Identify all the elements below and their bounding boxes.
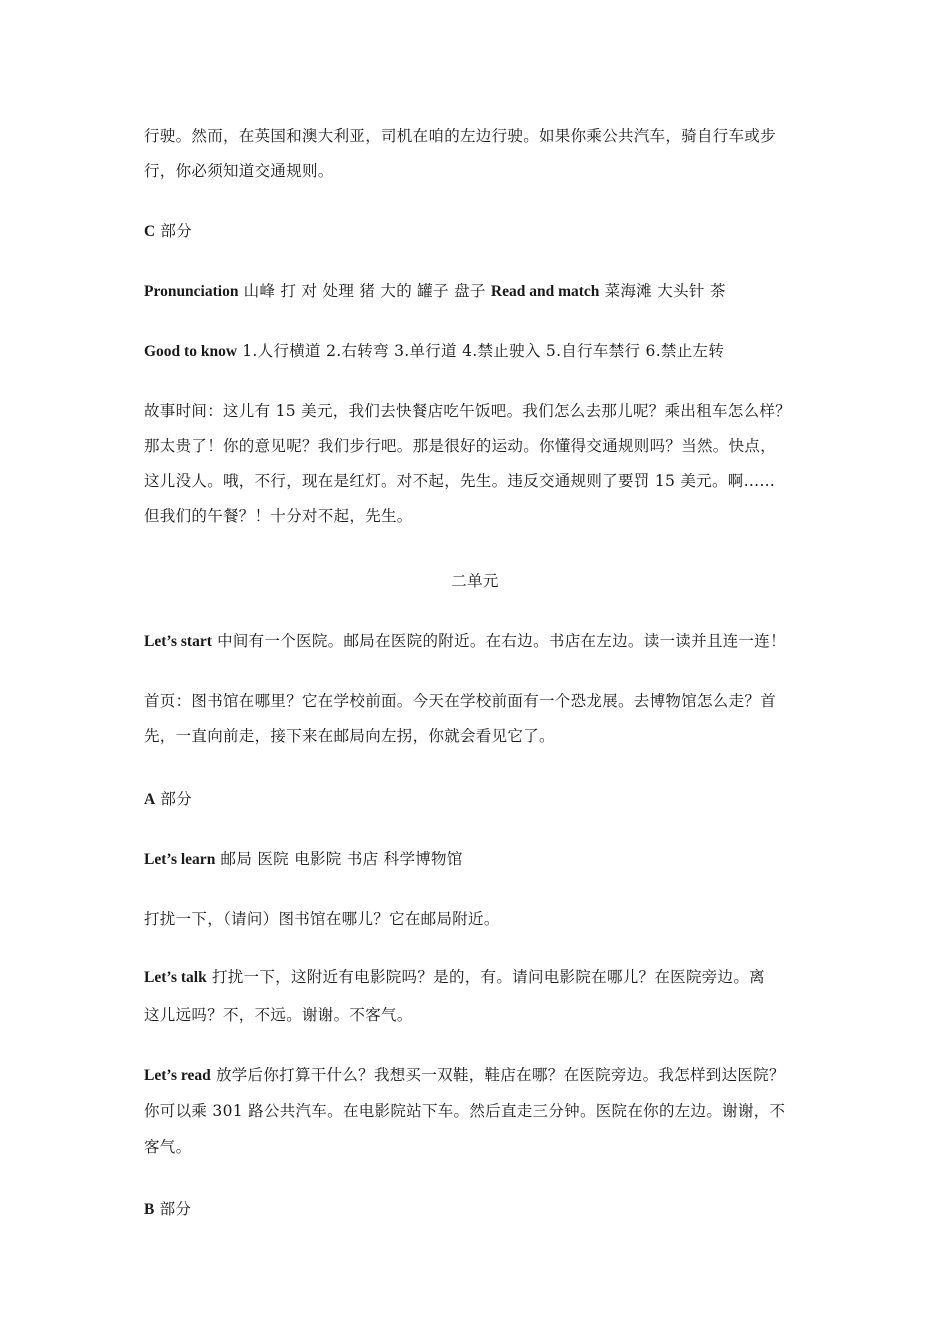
text-line bbox=[144, 126, 776, 146]
line-text: 行，你必须知道交通规则。 bbox=[144, 162, 334, 180]
line-text: 中间有一个医院。邮局在医院的附近。在右边。书店在左边。读一读并且连一连！ bbox=[211, 632, 786, 650]
line-text: 部分 bbox=[155, 790, 193, 808]
text-line bbox=[144, 436, 776, 456]
text-line bbox=[144, 789, 192, 810]
text-line bbox=[144, 341, 724, 362]
bold-label: Let’s start bbox=[144, 633, 212, 650]
text-line bbox=[144, 401, 791, 421]
text-line bbox=[144, 1005, 413, 1025]
text-line bbox=[144, 691, 776, 711]
line-text: 这儿没人。哦，不行，现在是红灯。对不起，先生。违反交通规则了要罚 15 美元。啊…… bbox=[144, 472, 776, 490]
line-text: 打扰一下，这附近有电影院吗？是的，有。请问电影院在哪儿？在医院旁边。离 bbox=[206, 968, 765, 986]
line-text: 故事时间：这儿有 15 美元，我们去快餐店吃午饭吧。我们怎么去那儿呢？乘出租车怎么样？ bbox=[144, 402, 791, 420]
text-line bbox=[144, 849, 463, 870]
text-line bbox=[144, 726, 555, 746]
line-text: 1.人行横道 2.右转弯 3.单行道 4.禁止驶入 5.自行车禁行 6.禁止左转 bbox=[237, 342, 725, 360]
text-line bbox=[144, 281, 726, 302]
line-text: 放学后你打算干什么？我想买一双鞋，鞋店在哪？在医院旁边。我怎样到达医院？ bbox=[210, 1066, 785, 1084]
line-text: 但我们的午餐？！十分对不起，先生。 bbox=[144, 507, 413, 525]
text-line bbox=[144, 1101, 785, 1121]
text-line bbox=[144, 909, 500, 929]
line-text: 部分 bbox=[154, 1200, 192, 1218]
text-line bbox=[144, 1065, 785, 1086]
bold-label: Let’s talk bbox=[144, 969, 207, 986]
line-text: 菜海滩 大头针 茶 bbox=[599, 282, 726, 300]
line-text: 邮局 医院 电影院 书店 科学博物馆 bbox=[215, 850, 463, 868]
line-text: 山峰 打 对 处理 猪 大的 罐子 盘子 bbox=[238, 282, 491, 300]
text-line bbox=[144, 161, 334, 181]
line-text: 这儿远吗？不，不远。谢谢。不客气。 bbox=[144, 1006, 413, 1024]
line-text: 部分 bbox=[155, 222, 193, 240]
text-line bbox=[144, 471, 775, 491]
text-line bbox=[144, 967, 765, 988]
line-text: 那太贵了！你的意见呢？我们步行吧。那是很好的运动。你懂得交通规则吗？当然。快点， bbox=[144, 437, 777, 455]
line-text: 行驶。然而，在英国和澳大利亚，司机在咱的左边行驶。如果你乘公共汽车，骑自行车或步 bbox=[144, 127, 777, 145]
bold-label: Good to know bbox=[144, 343, 238, 360]
bold-label: B bbox=[144, 1201, 155, 1218]
bold-label: A bbox=[144, 791, 156, 808]
text-line bbox=[144, 631, 786, 652]
text-line bbox=[144, 506, 413, 526]
bold-label: Read and match bbox=[490, 283, 600, 300]
line-text: 客气。 bbox=[144, 1138, 192, 1156]
line-text: 二单元 bbox=[451, 572, 499, 590]
line-text: 你可以乘 301 路公共汽车。在电影院站下车。然后直走三分钟。医院在你的左边。谢谢，不 bbox=[144, 1102, 786, 1120]
text-line bbox=[144, 221, 192, 242]
section-heading bbox=[0, 571, 950, 591]
bold-label: Let’s learn bbox=[144, 851, 216, 868]
line-text: 先，一直向前走，接下来在邮局向左拐，你就会看见它了。 bbox=[144, 727, 555, 745]
text-line bbox=[144, 1199, 191, 1220]
text-line bbox=[144, 1137, 191, 1157]
bold-label: Pronunciation bbox=[144, 283, 239, 300]
bold-label: C bbox=[144, 223, 156, 240]
bold-label: Let’s read bbox=[144, 1067, 211, 1084]
line-text: 打扰一下，（请问）图书馆在哪儿？它在邮局附近。 bbox=[144, 910, 500, 928]
line-text: 首页：图书馆在哪里？它在学校前面。今天在学校前面有一个恐龙展。去博物馆怎么走？首 bbox=[144, 692, 777, 710]
